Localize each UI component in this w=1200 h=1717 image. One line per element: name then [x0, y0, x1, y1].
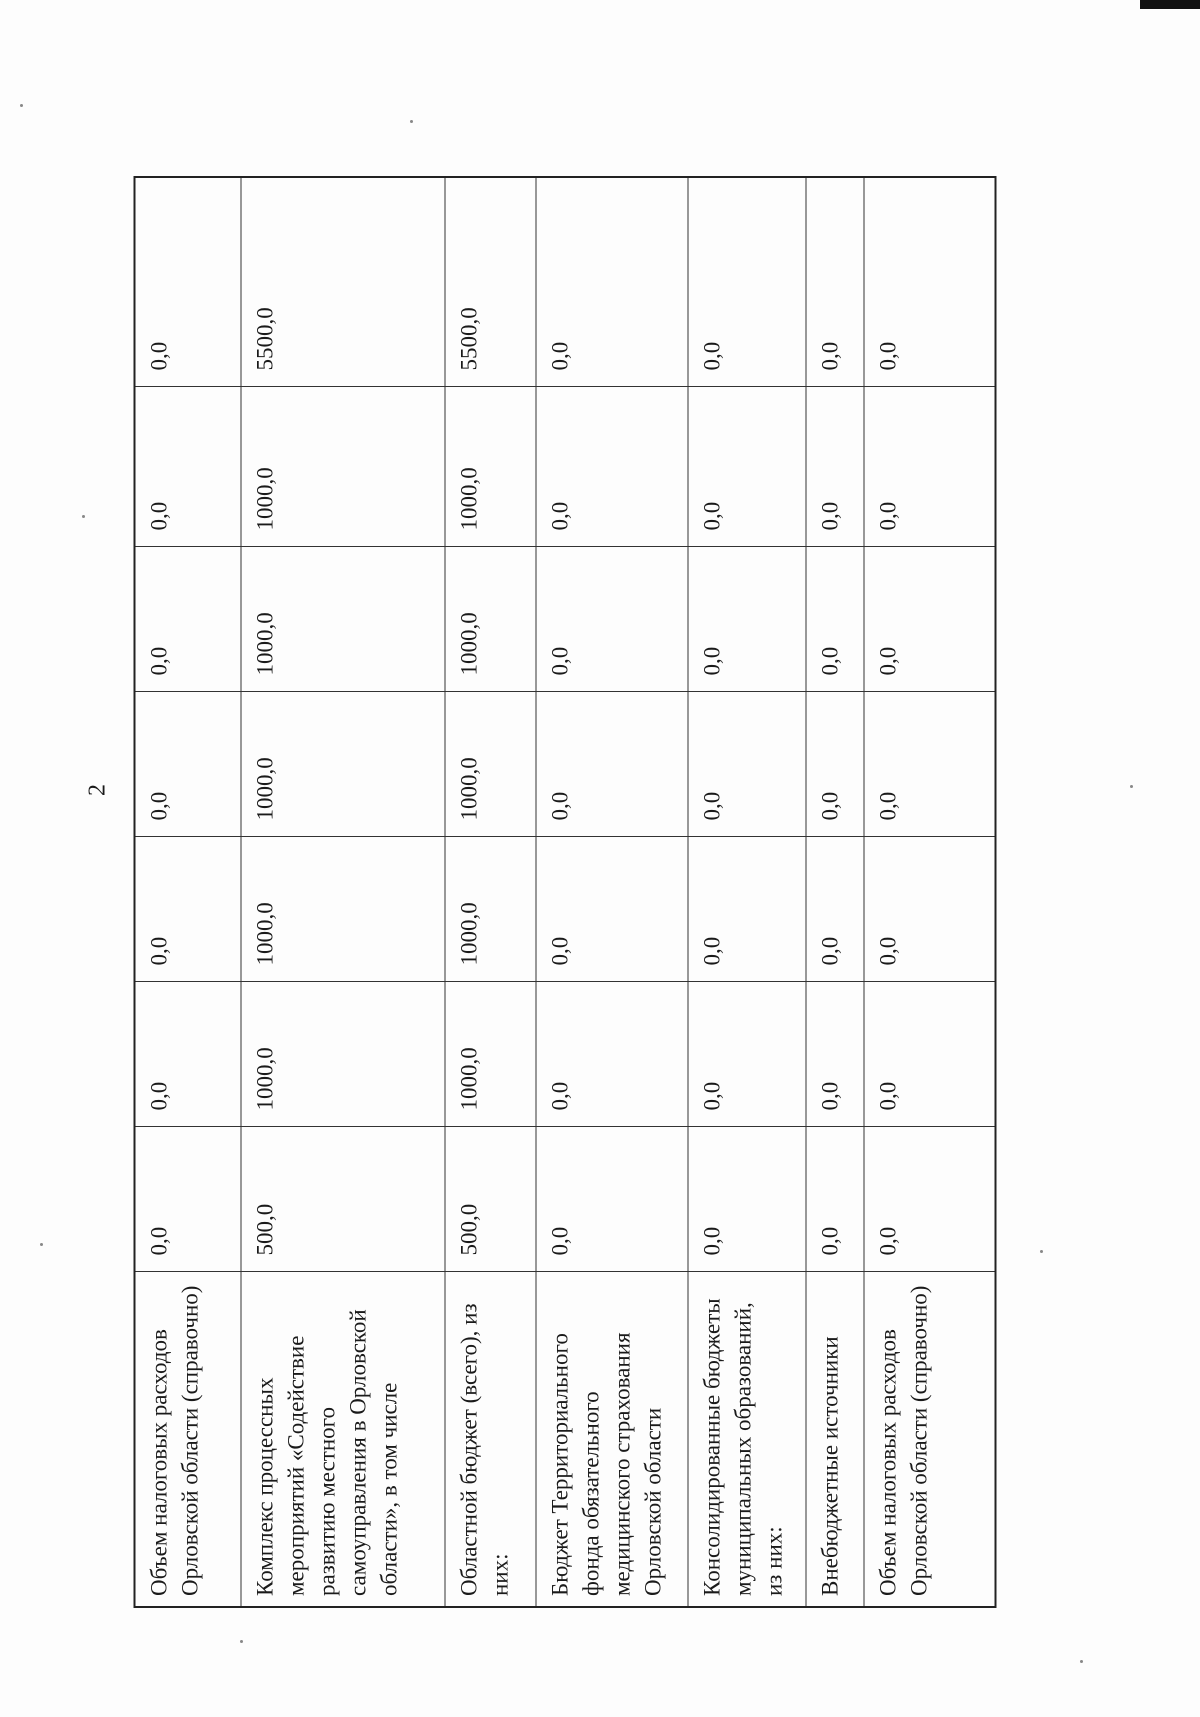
table-cell: 0,0 — [536, 692, 688, 837]
table-cell: 1000,0 — [445, 837, 536, 982]
table-cell: 0,0 — [864, 177, 995, 387]
table-cell: 0,0 — [135, 387, 241, 547]
table-cell: 0,0 — [688, 982, 806, 1127]
table-cell: 1000,0 — [445, 387, 536, 547]
table-cell: 0,0 — [135, 692, 241, 837]
table-cell: 0,0 — [536, 1127, 688, 1272]
table-row — [536, 177, 688, 1607]
scan-speck — [1040, 1250, 1043, 1253]
row-label: Объем налоговых расходов Орловской области (справочно) — [864, 1272, 995, 1607]
table-cell: 0,0 — [688, 547, 806, 692]
table-row — [241, 177, 445, 1607]
table-cell: 0,0 — [688, 387, 806, 547]
table-cell: 0,0 — [135, 547, 241, 692]
table-cell: 0,0 — [688, 177, 806, 387]
scan-speck — [82, 515, 85, 518]
scan-speck — [1080, 1660, 1083, 1663]
table-cell: 5500,0 — [241, 177, 445, 387]
table-cell: 5500,0 — [445, 177, 536, 387]
table-cell: 0,0 — [806, 547, 864, 692]
table-cell: 0,0 — [864, 547, 995, 692]
table-cell: 1000,0 — [241, 547, 445, 692]
table-cell: 0,0 — [864, 387, 995, 547]
table-cell: 0,0 — [135, 1127, 241, 1272]
table-cell: 1000,0 — [445, 982, 536, 1127]
page-number: 2 — [84, 784, 111, 796]
table-cell: 500,0 — [241, 1127, 445, 1272]
scan-speck — [240, 1640, 243, 1643]
row-label: Областной бюджет (всего), из них: — [445, 1272, 536, 1607]
table-cell: 0,0 — [688, 692, 806, 837]
table-cell: 0,0 — [806, 982, 864, 1127]
table-cell: 1000,0 — [241, 692, 445, 837]
table-cell: 1000,0 — [241, 837, 445, 982]
table-cell: 0,0 — [864, 982, 995, 1127]
table-row — [445, 177, 536, 1607]
scan-speck — [1130, 785, 1133, 788]
scan-speck — [20, 104, 23, 107]
table-cell: 1000,0 — [241, 982, 445, 1127]
table-cell: 0,0 — [536, 387, 688, 547]
table-cell: 500,0 — [445, 1127, 536, 1272]
scan-corner-mark — [1140, 0, 1200, 9]
table-cell: 0,0 — [806, 177, 864, 387]
table-cell: 1000,0 — [241, 387, 445, 547]
table-row — [806, 177, 864, 1607]
row-label: Объем налоговых расходов Орловской области (справочно) — [135, 1272, 241, 1607]
table-cell: 0,0 — [536, 837, 688, 982]
financing-table-wrapper — [134, 178, 997, 1608]
table-row — [864, 177, 995, 1607]
table-cell: 0,0 — [864, 837, 995, 982]
table-cell: 0,0 — [806, 387, 864, 547]
table-cell: 0,0 — [688, 1127, 806, 1272]
row-label: Внебюджетные источники — [806, 1272, 864, 1607]
table-cell: 0,0 — [806, 1127, 864, 1272]
table-cell: 0,0 — [135, 177, 241, 387]
scan-speck — [40, 1243, 43, 1246]
table-row — [688, 177, 806, 1607]
table-cell: 0,0 — [864, 1127, 995, 1272]
table-cell: 0,0 — [688, 837, 806, 982]
table-cell: 1000,0 — [445, 692, 536, 837]
table-cell: 0,0 — [806, 692, 864, 837]
table-cell: 0,0 — [536, 177, 688, 387]
table-cell: 0,0 — [536, 547, 688, 692]
table-cell: 1000,0 — [445, 547, 536, 692]
row-label: Комплекс процессных мероприятий «Содействие развитию местного самоуправления в Орловской области», в том числе — [241, 1272, 445, 1607]
table-cell: 0,0 — [135, 982, 241, 1127]
row-label: Консолидированные бюджеты муниципальных образований, из них: — [688, 1272, 806, 1607]
table-cell: 0,0 — [536, 982, 688, 1127]
table-cell: 0,0 — [806, 837, 864, 982]
financing-table — [134, 176, 997, 1608]
table-cell: 0,0 — [864, 692, 995, 837]
row-label: Бюджет Территориального фонда обязательного медицинского страхования Орловской области — [536, 1272, 688, 1607]
table-cell: 0,0 — [135, 837, 241, 982]
table-row — [135, 177, 241, 1607]
scan-speck — [410, 120, 413, 123]
